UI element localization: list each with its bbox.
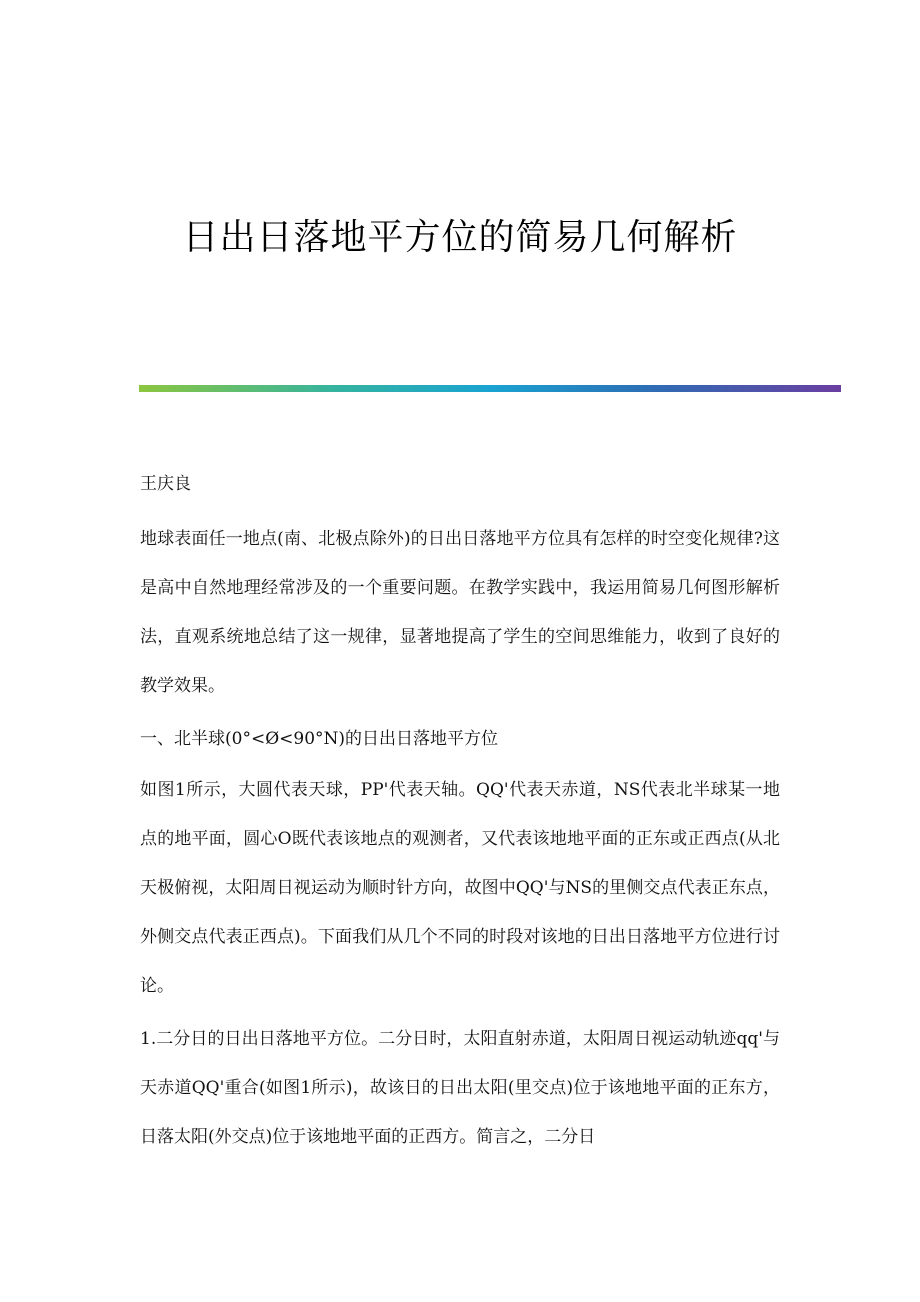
title-divider [139, 385, 841, 392]
paragraph-equinox: 1.二分日的日出日落地平方位。二分日时，太阳直射赤道，太阳周日视运动轨迹qq'与天赤道QQ'重合(如图1所示)，故该日的日出太阳(里交点)位于该地地平面的正东方，日落太阳(外交点)位于该地地平面的正西方。简言之，二分日 [140, 1029, 780, 1147]
section-heading: 一、北半球(0°<Ø<90°N)的日出日落地平方位 [140, 729, 499, 749]
paragraph-figure-description: 如图1所示，大圆代表天球，PP'代表天轴。QQ'代表天赤道，NS代表北半球某一地点的地平面，圆心O既代表该地点的观测者，又代表该地地平面的正东或正西点(从北天极俯视，太阳周日视运动为顺时针方向，故图中QQ'与NS的里侧交点代表正东点，外侧交点代表正西点)。下面我们从几个不同的时段对该地的日出日落地平方位进行讨论。 [140, 780, 780, 996]
author-name: 王庆良 [140, 474, 191, 494]
document-title: 日出日落地平方位的简易几何解析 [182, 217, 738, 258]
paragraph-intro: 地球表面任一地点(南、北极点除外)的日出日落地平方位具有怎样的时空变化规律?这是高中自然地理经常涉及的一个重要问题。在教学实践中，我运用简易几何图形解析法，直观系统地总结了这一规律，显著地提高了学生的空间思维能力，收到了良好的教学效果。 [140, 529, 780, 696]
